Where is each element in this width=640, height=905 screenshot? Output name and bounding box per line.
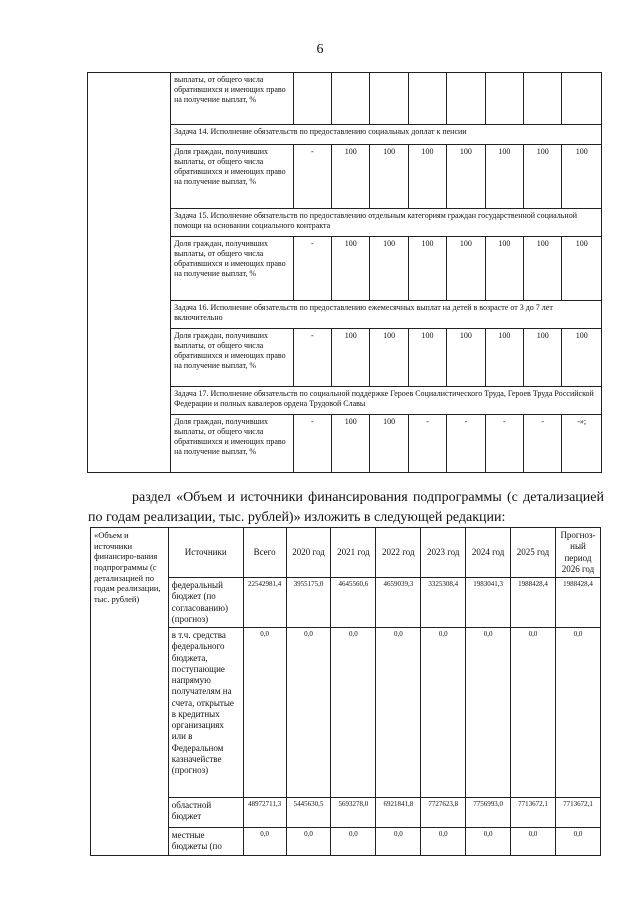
amount-cell: 1983041,3: [466, 578, 511, 628]
financing-left-label: «Объем и источники финансиро-вания подпрограммы (с детализацией по годам реализации, тыс. рублей): [91, 528, 169, 856]
column-header: 2025 год: [511, 528, 556, 578]
value-cell: -: [485, 415, 523, 473]
amount-cell: 22542981,4: [243, 578, 286, 628]
value-cell: 100: [524, 329, 562, 387]
value-cell: 100: [485, 237, 523, 301]
value-cell: -: [293, 415, 331, 473]
value-cell: 100: [331, 329, 369, 387]
value-cell: 100: [331, 145, 369, 209]
indicator-name: Доля граждан, получивших выплаты, от общего числа обратившихся и имеющих право на получение выплат, %: [171, 329, 294, 387]
task-title: Задача 16. Исполнение обязательств по предоставлению ежемесячных выплат на детей в возрасте от 3 до 7 лет включительно: [171, 301, 602, 329]
financing-table: [90, 527, 601, 856]
value-cell: 100: [447, 145, 485, 209]
value-cell: -: [408, 415, 446, 473]
amount-cell: 3325308,4: [421, 578, 466, 628]
amount-cell: 7713672,1: [511, 798, 556, 828]
amount-cell: 0,0: [511, 628, 556, 798]
value-cell: -»;: [562, 415, 602, 473]
value-cell: 100: [370, 329, 408, 387]
task-title: Задача 15. Исполнение обязательств по предоставлению отдельным категориям граждан государственной социальной помощи на основании социального контракта: [171, 209, 602, 237]
indicator-continuation: выплаты, от общего числа обратившихся и имеющих право на получение выплат, %: [171, 73, 294, 125]
amount-cell: 1988428,4: [511, 578, 556, 628]
amount-cell: 0,0: [376, 828, 421, 856]
task-title: Задача 14. Исполнение обязательств по предоставлению социальных доплат к пенсии: [171, 125, 602, 145]
value-cell: 100: [485, 145, 523, 209]
indicators-table: [87, 72, 602, 473]
amount-cell: 0,0: [243, 828, 286, 856]
value-cell: -: [293, 237, 331, 301]
column-header: 2021 год: [331, 528, 376, 578]
value-cell: 100: [370, 415, 408, 473]
column-header: 2023 год: [421, 528, 466, 578]
amount-cell: 0,0: [555, 628, 600, 798]
amount-cell: 0,0: [331, 628, 376, 798]
amount-cell: 0,0: [331, 828, 376, 856]
section-intro-text: раздел «Объем и источники финансирования подпрограммы (с детализацией по годам реализации, тыс. рублей)» изложить в следующей редакции:: [88, 490, 604, 525]
source-name: местные бюджеты (по: [168, 828, 243, 856]
value-cell: 100: [485, 329, 523, 387]
value-cell: 100: [562, 237, 602, 301]
amount-cell: 0,0: [286, 628, 331, 798]
value-cell: 100: [370, 145, 408, 209]
value-cell: 100: [408, 145, 446, 209]
amount-cell: 0,0: [376, 628, 421, 798]
amount-cell: 0,0: [511, 828, 556, 856]
task-title: Задача 17. Исполнение обязательств по социальной поддержке Героев Социалистического Труда, Героев Труда Российской Федерации и полных кавалеров ордена Трудовой Славы: [171, 387, 602, 415]
source-name: областной бюджет: [168, 798, 243, 828]
amount-cell: 0,0: [466, 628, 511, 798]
value-cell: -: [293, 145, 331, 209]
amount-cell: 4659039,3: [376, 578, 421, 628]
value-cell: -: [447, 415, 485, 473]
amount-cell: 7713672,1: [555, 798, 600, 828]
value-cell: 100: [562, 329, 602, 387]
source-name: в т.ч. средства федерального бюджета, поступающие напрямую получателям на счета, открытые в кредитных организациях или в Федеральном казначействе (прогноз): [168, 628, 243, 798]
column-header: 2024 год: [466, 528, 511, 578]
indicator-name: Доля граждан, получивших выплаты, от общего числа обратившихся и имеющих право на получение выплат, %: [171, 237, 294, 301]
amount-cell: 5693278,0: [331, 798, 376, 828]
amount-cell: 48972711,3: [243, 798, 286, 828]
value-cell: 100: [408, 329, 446, 387]
amount-cell: 7727623,8: [421, 798, 466, 828]
value-cell: 100: [447, 237, 485, 301]
value-cell: 100: [524, 237, 562, 301]
indicator-name: Доля граждан, получивших выплаты, от общего числа обратившихся и имеющих право на получение выплат, %: [171, 145, 294, 209]
column-header: 2020 год: [286, 528, 331, 578]
page-number: 6: [316, 42, 324, 57]
amount-cell: 6921841,8: [376, 798, 421, 828]
value-cell: 100: [331, 415, 369, 473]
amount-cell: 7756993,0: [466, 798, 511, 828]
amount-cell: 1988428,4: [555, 578, 600, 628]
value-cell: 100: [408, 237, 446, 301]
value-cell: 100: [370, 237, 408, 301]
value-cell: 100: [524, 145, 562, 209]
amount-cell: 5445630,5: [286, 798, 331, 828]
value-cell: -: [293, 329, 331, 387]
indicator-name: Доля граждан, получивших выплаты, от общего числа обратившихся и имеющих право на получение выплат, %: [171, 415, 294, 473]
value-cell: -: [524, 415, 562, 473]
amount-cell: 3955175,0: [286, 578, 331, 628]
column-header: Всего: [243, 528, 286, 578]
column-header: Источники: [168, 528, 243, 578]
value-cell: 100: [562, 145, 602, 209]
amount-cell: 4645560,6: [331, 578, 376, 628]
value-cell: 100: [331, 237, 369, 301]
amount-cell: 0,0: [421, 628, 466, 798]
left-empty-cell: [88, 73, 171, 473]
amount-cell: 0,0: [243, 628, 286, 798]
column-header: Прогноз-ный период 2026 год: [555, 528, 600, 578]
amount-cell: 0,0: [421, 828, 466, 856]
value-cell: 100: [447, 329, 485, 387]
amount-cell: 0,0: [555, 828, 600, 856]
source-name: федеральный бюджет (по согласованию) (прогноз): [168, 578, 243, 628]
column-header: 2022 год: [376, 528, 421, 578]
amount-cell: 0,0: [466, 828, 511, 856]
amount-cell: 0,0: [286, 828, 331, 856]
